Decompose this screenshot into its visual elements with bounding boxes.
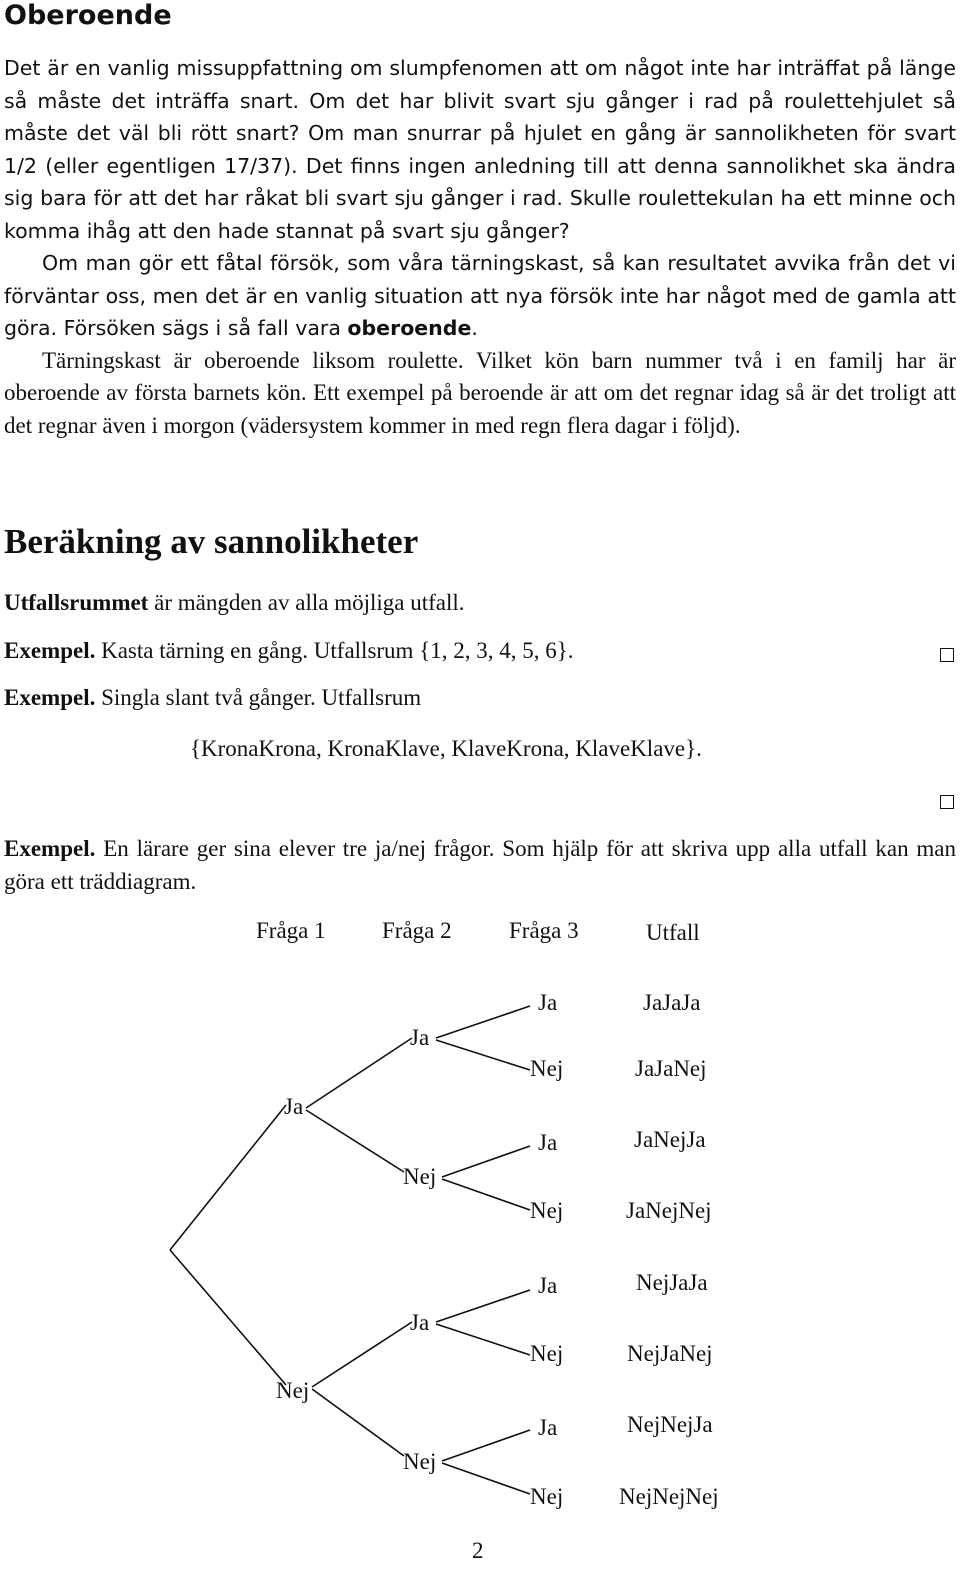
tree-node-level2: Ja <box>410 1310 430 1335</box>
branch-nejja-nej <box>436 1324 530 1355</box>
tree-node-level3: Nej <box>530 1056 564 1081</box>
example-2-text: Singla slant två gånger. Utfallsrum <box>95 685 422 710</box>
tree-node-level1: Ja <box>284 1094 304 1119</box>
tree-node-level3: Ja <box>538 1273 558 1298</box>
tree-node-level3: Nej <box>530 1484 564 1509</box>
term-utfallsrummet: Utfallsrummet <box>4 590 149 615</box>
tree-branches <box>170 1006 530 1494</box>
example-3-text: En lärare ger sina elever tre ja/nej frågor. Som hjälp för att skriva upp alla utfall kan man göra ett träddiagram. <box>4 836 956 894</box>
tree-outcome: NejNejJa <box>627 1412 713 1437</box>
tree-outcome: JaJaJa <box>643 990 701 1015</box>
tree-node-level2: Ja <box>410 1025 430 1050</box>
paragraph-roulette: Det är en vanlig missuppfattning om slumpfenomen att om något inte har inträffat på länge så måste det inträffa snart. Om det har blivit svart sju gånger i rad på roulettehjulet så måste det väl bli rött snart? Om man snurrar på hjulet en gång är sannolikheten för svart 1/2 (eller egentligen 17/37). Det finns ingen anledning till att denna sannolikhet ska ändra sig bara för att det har råkat bli svart sju gånger i rad. Skulle roulettekulan ha ett minne och komma ihåg att den hade stannat på svart sju gånger? <box>4 56 956 243</box>
example-label: Exempel. <box>4 836 96 861</box>
tree-outcome: NejJaNej <box>627 1341 713 1366</box>
qed-box-icon <box>940 648 954 662</box>
qed-box-icon <box>940 795 954 809</box>
tree-header-utfall: Utfall <box>646 920 700 945</box>
section-body-oberoende <box>4 52 956 442</box>
paragraph-few-trials <box>4 247 956 345</box>
branch-janej-ja <box>442 1146 530 1177</box>
tree-node-level3: Nej <box>530 1198 564 1223</box>
branch-nejnej-ja <box>442 1430 530 1461</box>
branch-nejnej-nej <box>442 1463 530 1494</box>
tree-outcome: JaJaNej <box>635 1056 707 1081</box>
tree-node-level2: Nej <box>403 1164 437 1189</box>
section-title-oberoende: Oberoende <box>4 0 172 31</box>
definition-text: är mängden av alla möjliga utfall. <box>148 590 465 615</box>
branch-jaja-nej <box>436 1040 530 1070</box>
page-number: 2 <box>472 1538 484 1563</box>
tree-header-fraga2: Fråga 2 <box>382 918 452 943</box>
tree-node-level1: Nej <box>276 1378 310 1403</box>
section-title-sannolikheter: Beräkning av sannolikheter <box>4 522 419 561</box>
example-2 <box>4 685 421 711</box>
tree-node-level3: Ja <box>538 1415 558 1440</box>
branch-nej-nej <box>312 1389 404 1456</box>
tree-diagram <box>0 900 960 1520</box>
branch-ja-nej <box>306 1110 404 1172</box>
branch-nej-ja <box>312 1322 412 1387</box>
branch-root-ja <box>170 1105 286 1250</box>
example-2-outcome-set: {KronaKrona, KronaKlave, KlaveKrona, KlaveKlave}. <box>190 736 702 761</box>
example-1-text: Kasta tärning en gång. Utfallsrum {1, 2, 3, 4, 5, 6}. <box>95 638 574 663</box>
tree-node-level3: Ja <box>538 1130 558 1155</box>
example-1 <box>4 638 574 664</box>
tree-header-fraga3: Fråga 3 <box>509 918 579 943</box>
tree-header-fraga1: Fråga 1 <box>256 918 326 943</box>
paragraph-few-trials-text: Om man gör ett fåtal försök, som våra tärningskast, så kan resultatet avvika från det vi förväntar oss, men det är en vanlig situation att nya försök inte har något med de gamla att göra. Försöken sägs i så fall vara <box>4 251 956 340</box>
tree-node-level2: Nej <box>403 1449 437 1474</box>
tree-outcome: JaNejNej <box>626 1198 712 1223</box>
branch-jaja-ja <box>436 1006 530 1038</box>
example-label: Exempel. <box>4 685 96 710</box>
term-oberoende: oberoende <box>347 316 472 340</box>
paragraph-dependence-example: Tärningskast är oberoende liksom roulette. Vilket kön barn nummer två i en familj har är oberoende av första barnets kön. Ett exempel på beroende är att om det regnar idag så är det troligt att det regnar även i morgon (vädersystem kommer in med regn flera dagar i följd). <box>4 347 956 438</box>
tree-outcome: JaNejJa <box>634 1127 706 1152</box>
branch-root-nej <box>170 1250 286 1385</box>
paragraph-few-trials-end: . <box>471 316 478 340</box>
branch-nejja-ja <box>436 1290 530 1322</box>
tree-outcome: NejJaJa <box>636 1270 708 1295</box>
tree-node-level3: Ja <box>538 990 558 1015</box>
definition-utfallsrum <box>4 590 465 616</box>
example-label: Exempel. <box>4 638 96 663</box>
example-3 <box>4 833 956 898</box>
tree-node-level3: Nej <box>530 1341 564 1366</box>
branch-ja-ja <box>306 1038 412 1108</box>
branch-janej-nej <box>442 1179 530 1210</box>
tree-outcome: NejNejNej <box>619 1484 719 1509</box>
